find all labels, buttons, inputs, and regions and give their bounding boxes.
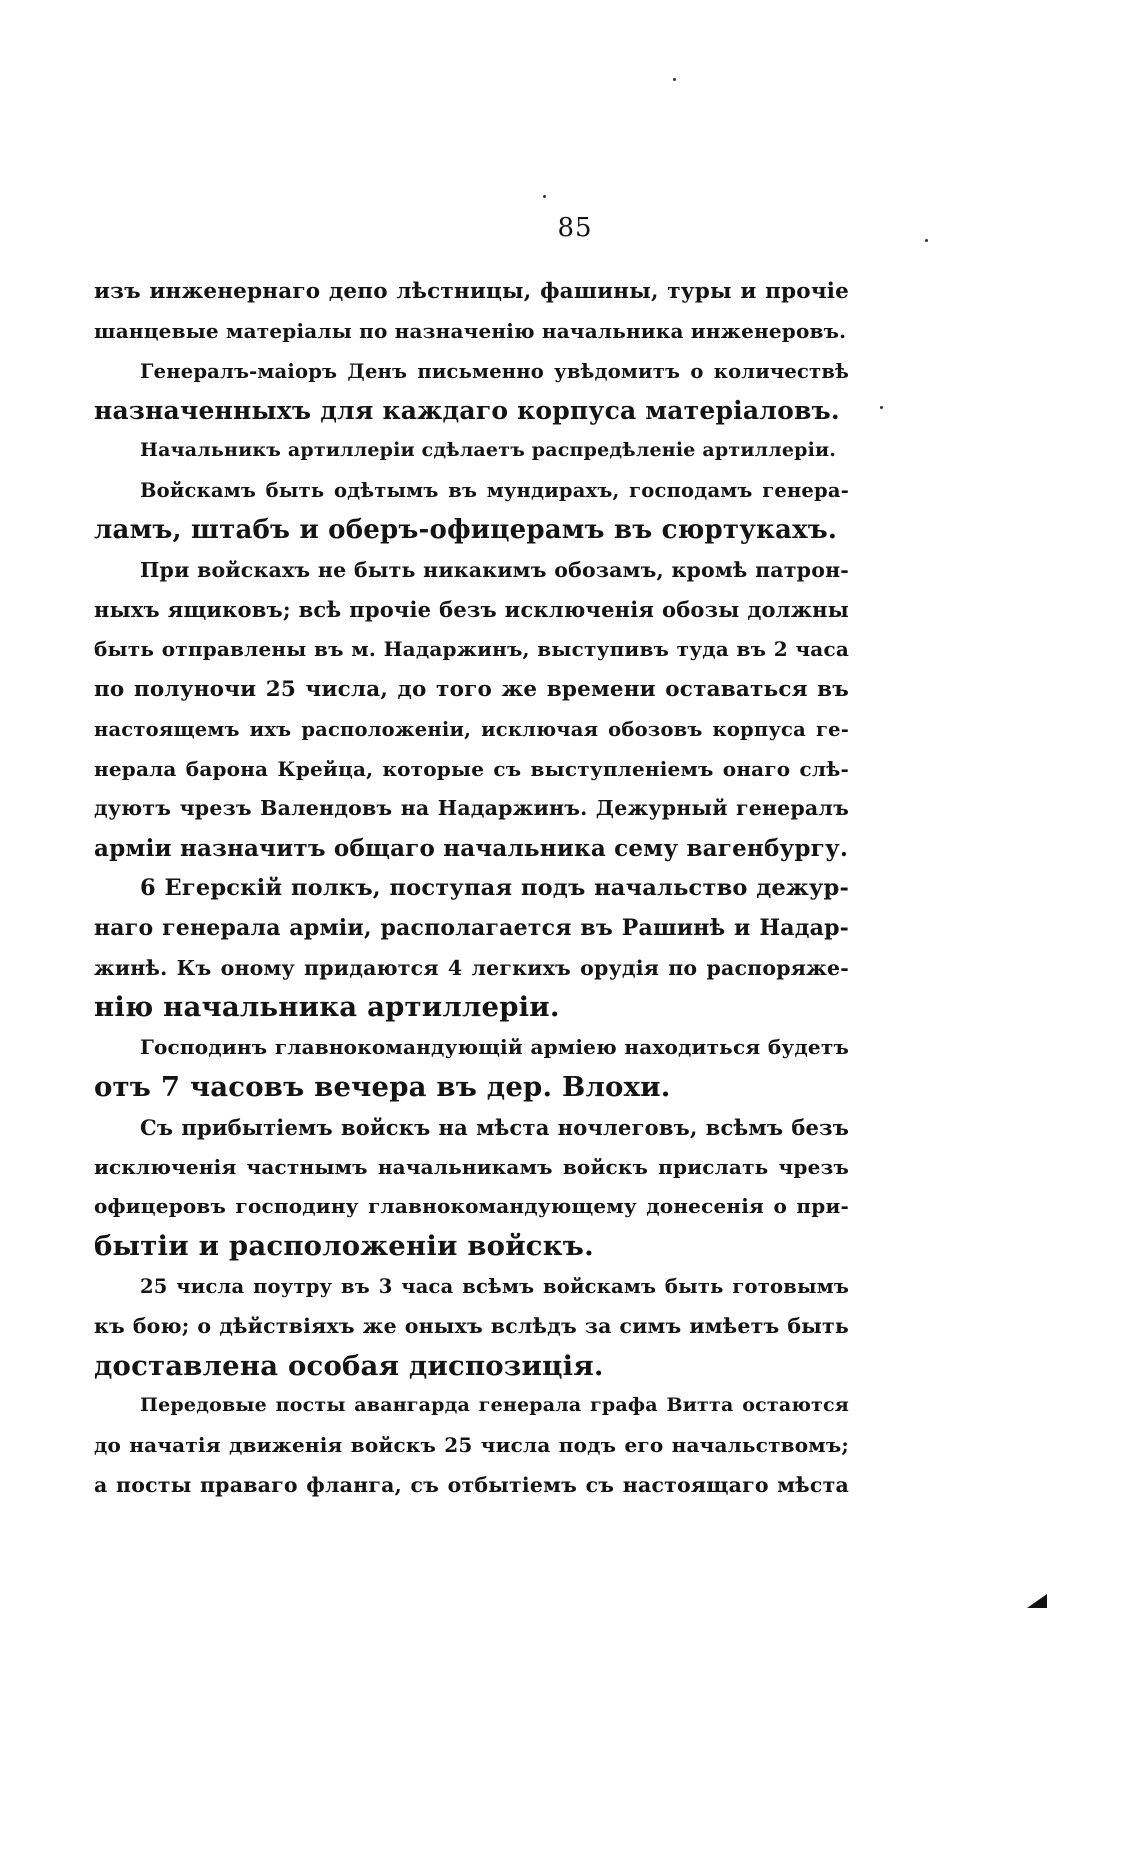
text-line: бытіи и расположеніи войскъ. <box>94 1230 594 1263</box>
text-line: Передовые посты авангарда генерала графа Витта остаются <box>140 1394 849 1417</box>
speck-mark <box>925 239 928 242</box>
text-line: исключенія частнымъ начальникамъ войскъ прислать чрезъ <box>94 1154 849 1179</box>
text-line: жинѣ. Къ оному придаются 4 легкихъ орудія по распоряже- <box>94 955 849 980</box>
text-line: ныхъ ящиковъ; всѣ прочіе безъ исключенія обозы должны <box>94 597 849 623</box>
speck-mark <box>880 406 883 409</box>
ink-blot-icon <box>1027 1594 1047 1608</box>
text-line: быть отправлены въ м. Надаржинъ, выступивъ туда въ 2 часа <box>94 637 849 662</box>
text-line: по полуночи 25 числа, до того же времени оставаться въ <box>94 676 849 702</box>
page-number: 85 <box>557 213 593 243</box>
text-line: наго генерала арміи, располагается въ Рашинѣ и Надар- <box>94 914 849 941</box>
text-line: шанцевые матеріалы по назначенію начальника инженеровъ. <box>94 318 847 343</box>
text-line: нію начальника артиллеріи. <box>94 991 560 1024</box>
text-line: нерала барона Крейца, которые съ выступленіемъ онаго слѣ- <box>94 756 849 781</box>
text-line: Генералъ-маіоръ Денъ письменно увѣдомитъ о количествѣ <box>140 359 849 383</box>
text-line: арміи назначитъ общаго начальника сему вагенбургу. <box>94 835 849 863</box>
text-line: до начатія движенія войскъ 25 числа подъ его начальствомъ; <box>94 1433 849 1458</box>
text-line: настоящемъ ихъ расположеніи, исключая обозовъ корпуса ге- <box>94 717 849 741</box>
text-line: 6 Егерскій полкъ, поступая подъ начальство дежур- <box>140 874 849 901</box>
text-line: Войскамъ быть одѣтымъ въ мундирахъ, господамъ генера- <box>140 478 849 502</box>
text-line: ламъ, штабъ и оберъ-офицерамъ въ сюртукахъ. <box>94 514 838 545</box>
text-line: офицеровъ господину главнокомандующему донесенія о при- <box>94 1194 849 1219</box>
text-line: а посты праваго фланга, съ отбытіемъ съ настоящаго мѣста <box>94 1472 849 1497</box>
text-line: назначенныхъ для каждаго корпуса матеріаловъ. <box>94 396 840 426</box>
body-text <box>94 272 849 1506</box>
text-line: Начальникъ артиллеріи сдѣлаетъ распредѣленіе артиллеріи. <box>140 439 837 462</box>
text-line: При войскахъ не быть никакимъ обозамъ, кромѣ патрон- <box>140 557 849 582</box>
text-line: доставлена особая диспозиція. <box>94 1349 604 1382</box>
text-line: отъ 7 часовъ вечера въ дер. Влохи. <box>94 1070 671 1103</box>
text-line: къ бою; о дѣйствіяхъ же оныхъ вслѣдъ за симъ имѣетъ быть <box>94 1313 849 1338</box>
text-line: Съ прибытіемъ войскъ на мѣста ночлеговъ, всѣмъ безъ <box>140 1114 849 1140</box>
text-line: дуютъ чрезъ Валендовъ на Надаржинъ. Дежурный генералъ <box>94 796 849 821</box>
text-line: Господинъ главнокомандующій арміею находиться будетъ <box>140 1035 849 1060</box>
speck-mark <box>543 195 546 198</box>
speck-mark <box>673 78 676 81</box>
text-line: изъ инженернаго депо лѣстницы, фашины, туры и прочіе <box>94 279 849 304</box>
text-line: 25 числа поутру въ 3 часа всѣмъ войскамъ быть готовымъ <box>140 1274 849 1298</box>
